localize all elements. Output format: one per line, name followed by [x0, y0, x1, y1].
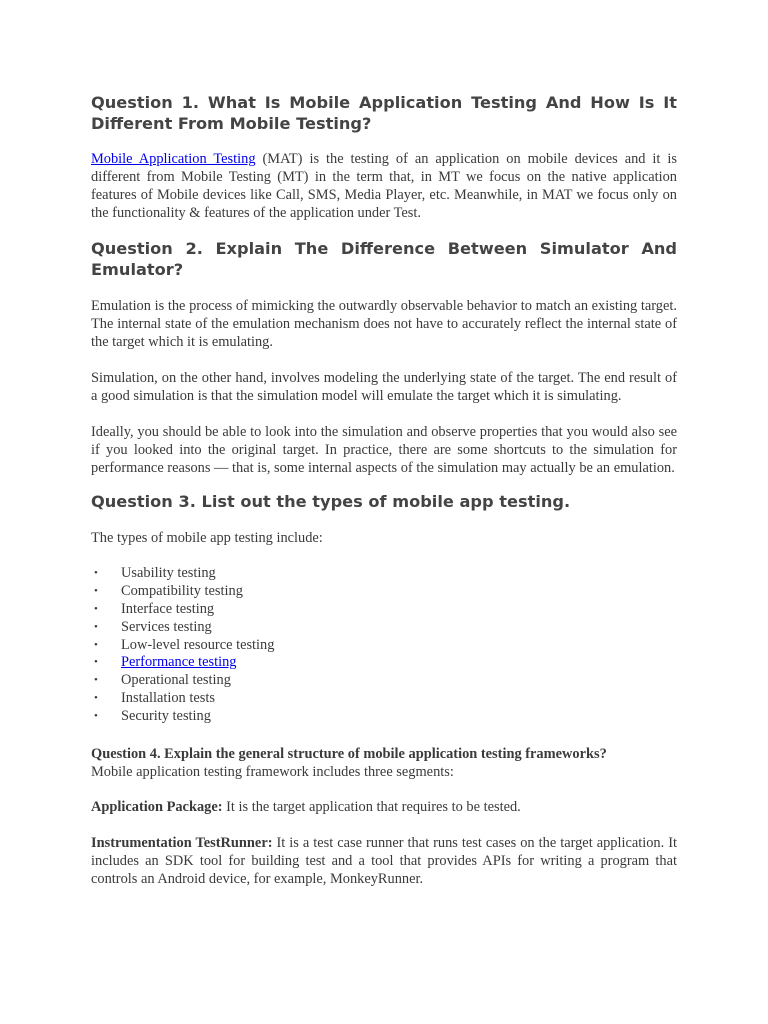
instrumentation-testrunner-text: It is a test case runner that runs test cases on the target application. It includes an SDK tool for building test and a tool that provides APIs for writing a program that controls an Android device, for example, MonkeyRunner.: [91, 835, 678, 888]
document-page: [91, 92, 677, 888]
list-item-label: Installation tests: [121, 690, 215, 707]
testing-types-list: [91, 565, 677, 726]
list-item: [91, 637, 677, 655]
bullet-icon: •: [94, 567, 98, 579]
question-2-paragraph-simulation: Simulation, on the other hand, involves modeling the underlying state of the target. The end result of a good simulation is that the simulation model will emulate the target which it is simulating.: [91, 370, 677, 404]
bullet-icon: •: [94, 674, 98, 687]
list-item-label: Interface testing: [121, 600, 215, 617]
list-item: [91, 565, 677, 583]
bullet-icon: •: [94, 584, 98, 597]
instrumentation-testrunner-label: Instrumentation TestRunner:: [91, 835, 273, 852]
application-package-paragraph: [91, 798, 677, 816]
list-item-label: Security testing: [121, 708, 211, 725]
bullet-icon: •: [94, 656, 98, 669]
question-4-intro: Mobile application testing framework includes three segments:: [91, 764, 454, 781]
list-item: [91, 583, 677, 601]
question-2-paragraph-ideally: Ideally, you should be able to look into the simulation and observe properties that you would also see if you looked into the original target. In practice, there are some shortcuts to the simulation for performance reasons — that is, some internal aspects of the simulation may actually be an emulation.: [91, 424, 677, 476]
list-item-label: Operational testing: [121, 672, 231, 689]
question-2-paragraph-emulation: Emulation is the process of mimicking the outwardly observable behavior to match an existing target. The internal state of the emulation mechanism does not have to accurately reflect the internal state of the target which it is emulating.: [91, 298, 677, 350]
bullet-icon: •: [94, 620, 98, 633]
list-item: [91, 672, 677, 690]
question-4-heading: Question 4. Explain the general structure of mobile application testing frameworks?: [91, 746, 607, 763]
question-1-heading: Question 1. What Is Mobile Application Testing And How Is It Different From Mobile Testing?: [91, 93, 677, 133]
list-item: [91, 654, 677, 672]
question-2-heading: Question 2. Explain The Difference Between Simulator And Emulator?: [91, 239, 677, 279]
bullet-icon: •: [94, 602, 98, 615]
bullet-icon: •: [94, 692, 98, 705]
list-item: [91, 708, 677, 726]
mobile-application-testing-link[interactable]: Mobile Application Testing: [91, 151, 256, 167]
application-package-text: It is the target application that requires to be tested.: [222, 799, 521, 816]
list-item-label: Low-level resource testing: [121, 636, 275, 653]
application-package-label: Application Package:: [91, 799, 223, 816]
list-item: [91, 619, 677, 637]
question-1-answer-text: (MAT) is the testing of an application on mobile devices and it is different from Mobile Testing (MT) in the term that, in MT we focus on the native application features of Mobile devices like Call, SMS, Media Player, etc. Meanwhile, in MAT we focus only on the functionality & features of the application under Test.: [91, 151, 677, 221]
list-item: [91, 601, 677, 619]
list-item-label: Services testing: [121, 618, 212, 635]
list-item-label: Usability testing: [121, 565, 216, 581]
instrumentation-testrunner-paragraph: [91, 834, 677, 888]
bullet-icon: •: [94, 710, 98, 723]
question-1-answer: [91, 150, 677, 222]
question-3-intro: The types of mobile app testing include:: [91, 530, 323, 546]
question-3-heading: Question 3. List out the types of mobile app testing.: [91, 492, 571, 511]
list-item: [91, 690, 677, 708]
bullet-icon: •: [94, 638, 98, 651]
performance-testing-link[interactable]: Performance testing: [121, 654, 237, 671]
list-item-label: Compatibility testing: [121, 582, 243, 599]
